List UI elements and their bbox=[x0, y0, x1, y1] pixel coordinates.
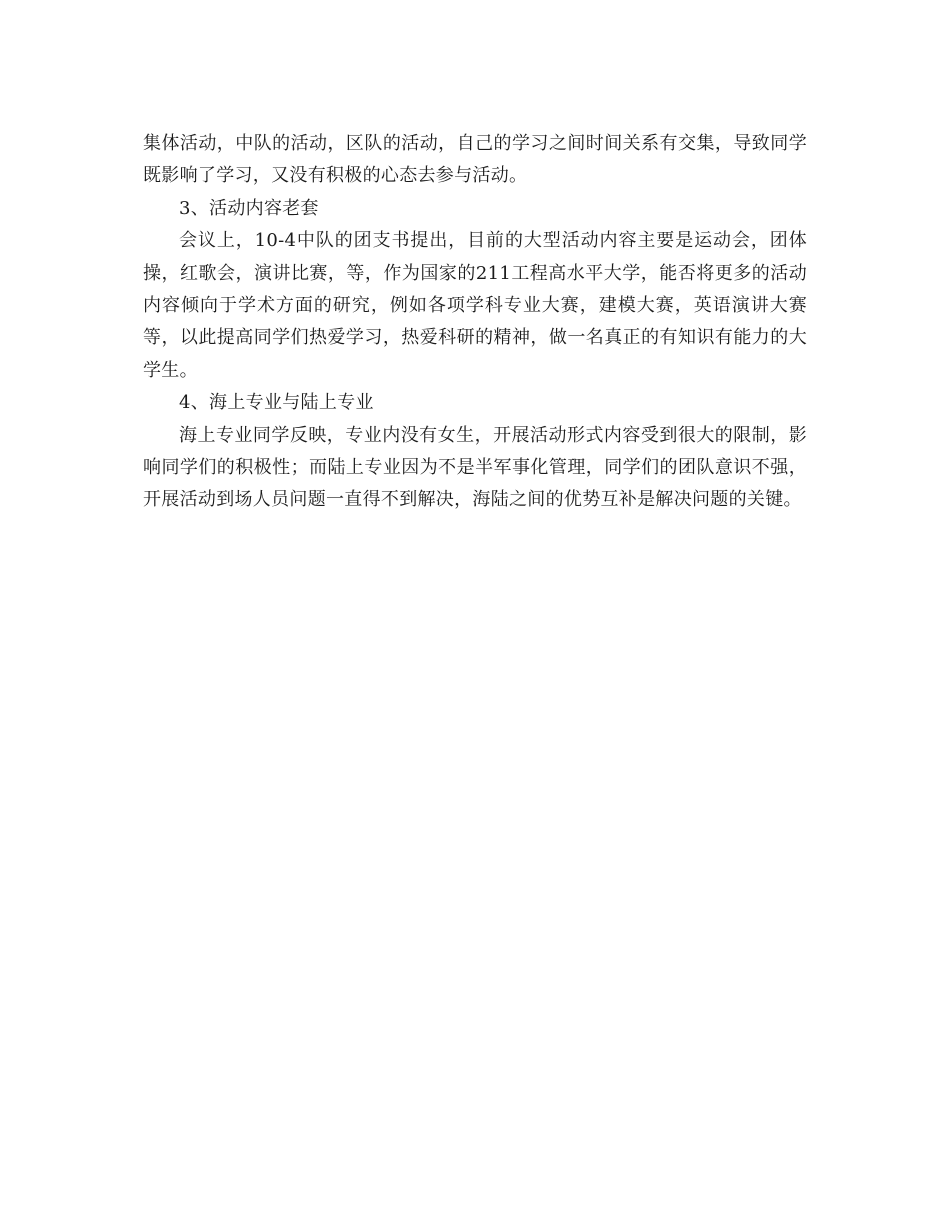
paragraph-continuation: 集体活动，中队的活动，区队的活动，自己的学习之间时间关系有交集，导致同学既影响了学习，又没有积极的心态去参与活动。 bbox=[143, 133, 807, 187]
section-heading-4: 4、海上专业与陆上专业 bbox=[179, 392, 374, 414]
section-heading-3: 3、活动内容老套 bbox=[179, 197, 319, 219]
paragraph-sea-land-majors: 海上专业同学反映，专业内没有女生，开展活动形式内容受到很大的限制，影响同学们的积极性；而陆上专业因为不是半军事化管理，同学们的团队意识不强，开展活动到场人员问题一直得不到解决，海陆之间的优势互补是解决问题的关键。 bbox=[143, 424, 807, 511]
document-body bbox=[143, 128, 807, 517]
paragraph-activity-content: 会议上，10-4中队的团支书提出，目前的大型活动内容主要是运动会，团体操，红歌会，演讲比赛，等，作为国家的211工程高水平大学，能否将更多的活动内容倾向于学术方面的研究，例如各项学科专业大赛，建模大赛，英语演讲大赛等，以此提高同学们热爱学习，热爱科研的精神，做一名真正的有知识有能力的大学生。 bbox=[143, 230, 807, 381]
